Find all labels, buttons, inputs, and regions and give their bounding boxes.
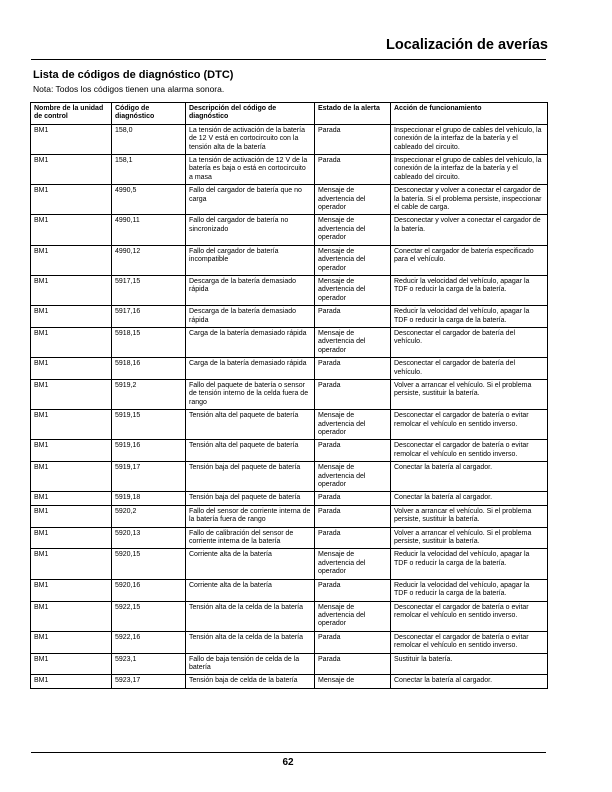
table-row: [31, 492, 548, 505]
cell-description: Corriente alta de la batería: [186, 549, 315, 579]
cell-diagnostic-code: 5920,16: [112, 579, 186, 601]
section-title: Lista de códigos de diagnóstico (DTC): [33, 69, 234, 81]
cell-control-unit: BM1: [31, 379, 112, 409]
cell-diagnostic-code: 5923,17: [112, 675, 186, 688]
cell-diagnostic-code: 5917,16: [112, 306, 186, 328]
section-note: Nota: Todos los códigos tienen una alarma sonora.: [33, 84, 225, 94]
cell-description: Tensión baja del paquete de batería: [186, 492, 315, 505]
cell-diagnostic-code: 5919,16: [112, 440, 186, 462]
cell-control-unit: BM1: [31, 215, 112, 245]
cell-control-unit: BM1: [31, 492, 112, 505]
cell-action: Desconectar el cargador de batería del vehículo.: [391, 327, 548, 357]
header-divider: [31, 59, 546, 60]
cell-diagnostic-code: 5919,17: [112, 462, 186, 492]
cell-alert-status: Mensaje de advertencia del operador: [315, 601, 391, 631]
table-row: [31, 462, 548, 492]
cell-control-unit: BM1: [31, 631, 112, 653]
table-row: [31, 579, 548, 601]
cell-action: Desconectar el cargador de batería o evitar remolcar el vehículo en sentido inverso.: [391, 601, 548, 631]
cell-description: Fallo del paquete de batería o sensor de tensión interno de la celda fuera de rango: [186, 379, 315, 409]
cell-diagnostic-code: 5920,2: [112, 505, 186, 527]
cell-description: Tensión alta del paquete de batería: [186, 410, 315, 440]
cell-alert-status: Parada: [315, 155, 391, 185]
cell-control-unit: BM1: [31, 505, 112, 527]
cell-diagnostic-code: 5919,15: [112, 410, 186, 440]
cell-description: Descarga de la batería demasiado rápida: [186, 275, 315, 305]
cell-description: Fallo de baja tensión de celda de la batería: [186, 653, 315, 675]
cell-alert-status: Mensaje de: [315, 675, 391, 688]
cell-alert-status: Mensaje de advertencia del operador: [315, 275, 391, 305]
table-row: [31, 440, 548, 462]
cell-description: Fallo de calibración del sensor de corriente interna de la batería: [186, 527, 315, 549]
table-row: [31, 631, 548, 653]
page-number: 62: [282, 757, 294, 768]
cell-action: Conectar el cargador de batería especificado para el vehículo.: [391, 245, 548, 275]
cell-action: Desconectar y volver a conectar el cargador de la batería.: [391, 215, 548, 245]
cell-control-unit: BM1: [31, 462, 112, 492]
cell-control-unit: BM1: [31, 358, 112, 380]
column-header-alert-status: Estado de la alerta: [315, 103, 391, 125]
cell-description: Carga de la batería demasiado rápida: [186, 327, 315, 357]
cell-control-unit: BM1: [31, 185, 112, 215]
table-row: [31, 245, 548, 275]
cell-control-unit: BM1: [31, 527, 112, 549]
cell-alert-status: Parada: [315, 579, 391, 601]
cell-alert-status: Parada: [315, 306, 391, 328]
cell-action: Inspeccionar el grupo de cables del vehículo, la conexión de la interfaz de la batería y el cableado del circuito.: [391, 155, 548, 185]
column-header-action: Acción de funcionamiento: [391, 103, 548, 125]
cell-diagnostic-code: 5919,18: [112, 492, 186, 505]
cell-description: La tensión de activación de la batería de 12 V está en cortocircuito con la tensión alta de la batería: [186, 124, 315, 154]
table-row: [31, 185, 548, 215]
cell-alert-status: Parada: [315, 527, 391, 549]
table-row: [31, 549, 548, 579]
table-row: [31, 379, 548, 409]
cell-alert-status: Mensaje de advertencia del operador: [315, 245, 391, 275]
cell-description: Tensión baja del paquete de batería: [186, 462, 315, 492]
cell-action: Reducir la velocidad del vehículo, apagar la TDF o reducir la carga de la batería.: [391, 579, 548, 601]
cell-diagnostic-code: 158,1: [112, 155, 186, 185]
table-row: [31, 327, 548, 357]
cell-action: Reducir la velocidad del vehículo, apagar la TDF o reducir la carga de la batería.: [391, 306, 548, 328]
cell-diagnostic-code: 158,0: [112, 124, 186, 154]
table-header-row: [31, 103, 548, 125]
cell-alert-status: Mensaje de advertencia del operador: [315, 410, 391, 440]
cell-description: Tensión alta de la celda de la batería: [186, 631, 315, 653]
cell-alert-status: Parada: [315, 124, 391, 154]
cell-description: Fallo del cargador de batería no sincronizado: [186, 215, 315, 245]
footer-divider: [31, 752, 546, 753]
cell-action: Desconectar el cargador de batería del vehículo.: [391, 358, 548, 380]
table-body: [31, 124, 548, 688]
cell-alert-status: Mensaje de advertencia del operador: [315, 549, 391, 579]
table-row: [31, 215, 548, 245]
cell-control-unit: BM1: [31, 245, 112, 275]
cell-alert-status: Parada: [315, 358, 391, 380]
cell-diagnostic-code: 4990,12: [112, 245, 186, 275]
cell-diagnostic-code: 4990,11: [112, 215, 186, 245]
cell-action: Volver a arrancar el vehículo. Si el problema persiste, sustituir la batería.: [391, 527, 548, 549]
table-row: [31, 275, 548, 305]
cell-action: Reducir la velocidad del vehículo, apagar la TDF o reducir la carga de la batería.: [391, 549, 548, 579]
cell-control-unit: BM1: [31, 675, 112, 688]
cell-action: Conectar la batería al cargador.: [391, 492, 548, 505]
cell-control-unit: BM1: [31, 653, 112, 675]
cell-description: Fallo del sensor de corriente interna de la batería fuera de rango: [186, 505, 315, 527]
cell-description: Tensión alta de la celda de la batería: [186, 601, 315, 631]
cell-diagnostic-code: 5918,16: [112, 358, 186, 380]
cell-description: Carga de la batería demasiado rápida: [186, 358, 315, 380]
column-header-control-unit: Nombre de la unidad de control: [31, 103, 112, 125]
cell-action: Volver a arrancar el vehículo. Si el problema persiste, sustituir la batería.: [391, 379, 548, 409]
cell-action: Desconectar y volver a conectar el cargador de la batería. Si el problema persiste, inspeccionar el cable de carga.: [391, 185, 548, 215]
cell-description: Tensión baja de celda de la batería: [186, 675, 315, 688]
cell-control-unit: BM1: [31, 410, 112, 440]
cell-action: Conectar la batería al cargador.: [391, 462, 548, 492]
cell-alert-status: Mensaje de advertencia del operador: [315, 215, 391, 245]
cell-alert-status: Mensaje de advertencia del operador: [315, 327, 391, 357]
cell-diagnostic-code: 5917,15: [112, 275, 186, 305]
cell-description: Fallo del cargador de batería que no carga: [186, 185, 315, 215]
table-row: [31, 155, 548, 185]
cell-diagnostic-code: 5922,15: [112, 601, 186, 631]
cell-control-unit: BM1: [31, 306, 112, 328]
table-row: [31, 358, 548, 380]
cell-action: Reducir la velocidad del vehículo, apagar la TDF o reducir la carga de la batería.: [391, 275, 548, 305]
column-header-diagnostic-code: Código de diagnóstico: [112, 103, 186, 125]
cell-action: Desconectar el cargador de batería o evitar remolcar el vehículo en sentido inverso.: [391, 631, 548, 653]
cell-control-unit: BM1: [31, 155, 112, 185]
table-row: [31, 527, 548, 549]
table-row: [31, 675, 548, 688]
cell-control-unit: BM1: [31, 124, 112, 154]
cell-description: Tensión alta del paquete de batería: [186, 440, 315, 462]
table-row: [31, 601, 548, 631]
table-row: [31, 124, 548, 154]
cell-action: Desconectar el cargador de batería o evitar remolcar el vehículo en sentido inverso.: [391, 440, 548, 462]
cell-diagnostic-code: 5920,15: [112, 549, 186, 579]
table-row: [31, 410, 548, 440]
column-header-description: Descripción del código de diagnóstico: [186, 103, 315, 125]
cell-control-unit: BM1: [31, 601, 112, 631]
cell-control-unit: BM1: [31, 440, 112, 462]
cell-control-unit: BM1: [31, 327, 112, 357]
cell-description: La tensión de activación de 12 V de la batería es baja o está en cortocircuito a masa: [186, 155, 315, 185]
cell-action: Conectar la batería al cargador.: [391, 675, 548, 688]
cell-diagnostic-code: 5923,1: [112, 653, 186, 675]
cell-diagnostic-code: 5918,15: [112, 327, 186, 357]
cell-alert-status: Parada: [315, 492, 391, 505]
cell-description: Corriente alta de la batería: [186, 579, 315, 601]
cell-diagnostic-code: 5922,16: [112, 631, 186, 653]
cell-diagnostic-code: 5919,2: [112, 379, 186, 409]
cell-diagnostic-code: 4990,5: [112, 185, 186, 215]
cell-action: Volver a arrancar el vehículo. Si el problema persiste, sustituir la batería.: [391, 505, 548, 527]
table-row: [31, 505, 548, 527]
page-title: Localización de averías: [386, 37, 548, 53]
cell-diagnostic-code: 5920,13: [112, 527, 186, 549]
cell-alert-status: Parada: [315, 505, 391, 527]
dtc-table: [30, 102, 548, 689]
cell-action: Sustituir la batería.: [391, 653, 548, 675]
cell-control-unit: BM1: [31, 579, 112, 601]
cell-alert-status: Parada: [315, 379, 391, 409]
table-row: [31, 306, 548, 328]
cell-action: Inspeccionar el grupo de cables del vehículo, la conexión de la interfaz de la batería y el cableado del circuito.: [391, 124, 548, 154]
cell-description: Descarga de la batería demasiado rápida: [186, 306, 315, 328]
cell-alert-status: Parada: [315, 440, 391, 462]
cell-alert-status: Mensaje de advertencia del operador: [315, 185, 391, 215]
cell-alert-status: Parada: [315, 653, 391, 675]
cell-action: Desconectar el cargador de batería o evitar remolcar el vehículo en sentido inverso.: [391, 410, 548, 440]
cell-control-unit: BM1: [31, 275, 112, 305]
cell-alert-status: Parada: [315, 631, 391, 653]
table-row: [31, 653, 548, 675]
cell-alert-status: Mensaje de advertencia del operador: [315, 462, 391, 492]
cell-control-unit: BM1: [31, 549, 112, 579]
cell-description: Fallo del cargador de batería incompatible: [186, 245, 315, 275]
